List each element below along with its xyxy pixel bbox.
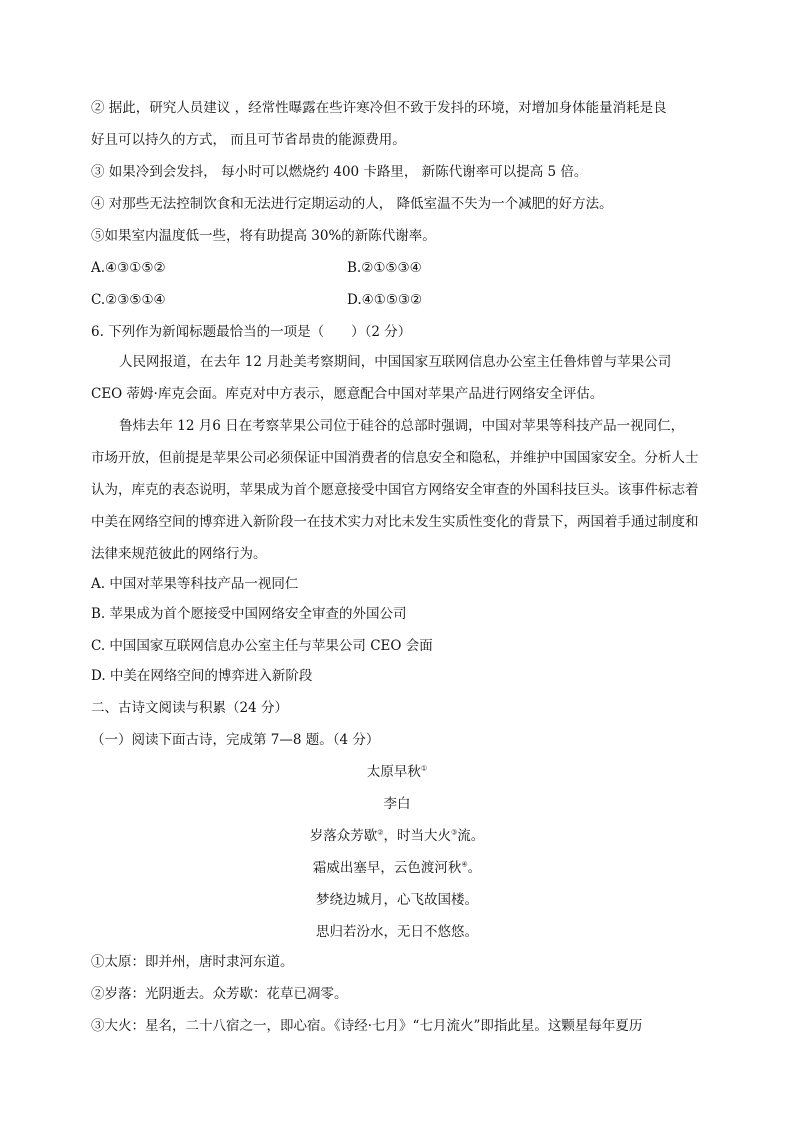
line-3: ③ 如果冷到会发抖， 每小时可以燃烧约 400 卡路里， 新陈代谢率可以提高 5 倍。 [91, 164, 588, 180]
section-2-heading: 二、古诗文阅读与积累（24 分） [91, 700, 288, 716]
note-1: ①太原：即并州，唐时隶河东道。 [91, 954, 294, 970]
news-para-2a: 鲁炜去年 12 月6 日在考察苹果公司位于硅谷的总部时强调，中国对苹果等科技产品一视同仁， [119, 418, 685, 434]
option-a: A.④③①⑤② [91, 260, 166, 276]
option-b: B.②①⑤③④ [347, 260, 422, 276]
poem-title [0, 762, 794, 782]
news-para-2b: 市场开放，但前提是苹果公司必须保证中国消费者的信息安全和隐私，并维护中国国家安全。分析人士 [91, 450, 699, 466]
subsection-1-heading: （一）阅读下面古诗，完成第 7—8 题。（4 分） [91, 732, 380, 748]
poem-line-2-part: 霜威出塞早，云色渡河秋 [312, 860, 462, 876]
news-para-2c: 认为，库克的表态说明，苹果成为首个愿意接受中国官方网络安全审查的外国科技巨头。该事件标志着 [91, 482, 699, 498]
poem-line-1 [0, 826, 794, 846]
footnote-mark: ① [420, 764, 428, 773]
poem-line-1-part: 岁落众芳歇 [309, 828, 378, 844]
choice-c: C. 中国国家互联网信息办公室主任与苹果公司 CEO 会面 [91, 638, 433, 654]
line-2-cont: 好且可以持久的方式， 而且可节省昂贵的能源费用。 [91, 132, 406, 148]
footnote-mark: ④ [461, 860, 468, 869]
option-row-1 [91, 258, 491, 278]
news-para-1b: CEO 蒂姆·库克会面。库克对中方表示，愿意配合中国对苹果产品进行网络安全评估。 [91, 386, 604, 402]
line-2: ② 据此，研究人员建议 ，经常性曝露在些许寒冷但不致于发抖的环境，对增加身体能量消耗是良 [91, 100, 667, 116]
poem-line-3: 梦绕边城月，心飞故国楼。 [316, 892, 478, 908]
poem-author: 李白 [383, 796, 411, 812]
choice-b: B. 苹果成为首个愿接受中国网络安全审查的外国公司 [91, 606, 407, 622]
poem-title-text: 太原早秋 [366, 764, 421, 780]
note-3: ③大火：星名，二十八宿之一，即心宿。《诗经·七月》“七月流火”即指此星。这颗星每年夏历 [91, 1018, 643, 1034]
line-4: ④ 对那些无法控制饮食和无法进行定期运动的人， 降低室温不失为一个减肥的好方法。 [91, 196, 613, 212]
option-c: C.②③⑤①④ [91, 292, 166, 308]
news-para-2d: 中美在网络空间的博弈进入新阶段一在技术实力对比未发生实质性变化的背景下，两国着手通过制度和 [91, 514, 699, 530]
news-para-1a: 人民网报道，在去年 12 月赴美考察期间，中国国家互联网信息办公室主任鲁炜曾与苹果公司 [119, 354, 672, 370]
news-para-2e: 法律来规范彼此的网络行为。 [91, 546, 267, 562]
choice-d: D. 中美在网络空间的博弈进入新阶段 [91, 668, 313, 684]
choice-a: A. 中国对苹果等科技产品一视同仁 [91, 576, 299, 592]
poem-line-1-part: 流。 [457, 828, 485, 844]
poem-line-4: 思归若汾水，无日不悠悠。 [316, 924, 478, 940]
footnote-mark: ③ [451, 828, 458, 837]
option-d: D.④①⑤③② [347, 292, 423, 308]
line-5: ⑤如果室内温度低一些，将有助提高 30%的新陈代谢率。 [91, 228, 436, 244]
option-row-2 [91, 290, 491, 310]
poem-line-2-part: 。 [467, 860, 482, 876]
note-2: ②岁落：光阴逝去。众芳歇：花草已凋零。 [91, 986, 348, 1002]
poem-line-2 [0, 858, 794, 878]
question-6: 6. 下列作为新闻标题最恰当的一项是（ ）（2 分） [91, 324, 412, 340]
footnote-mark: ② [377, 828, 384, 837]
poem-line-1-part: ，时当大火 [383, 828, 451, 844]
